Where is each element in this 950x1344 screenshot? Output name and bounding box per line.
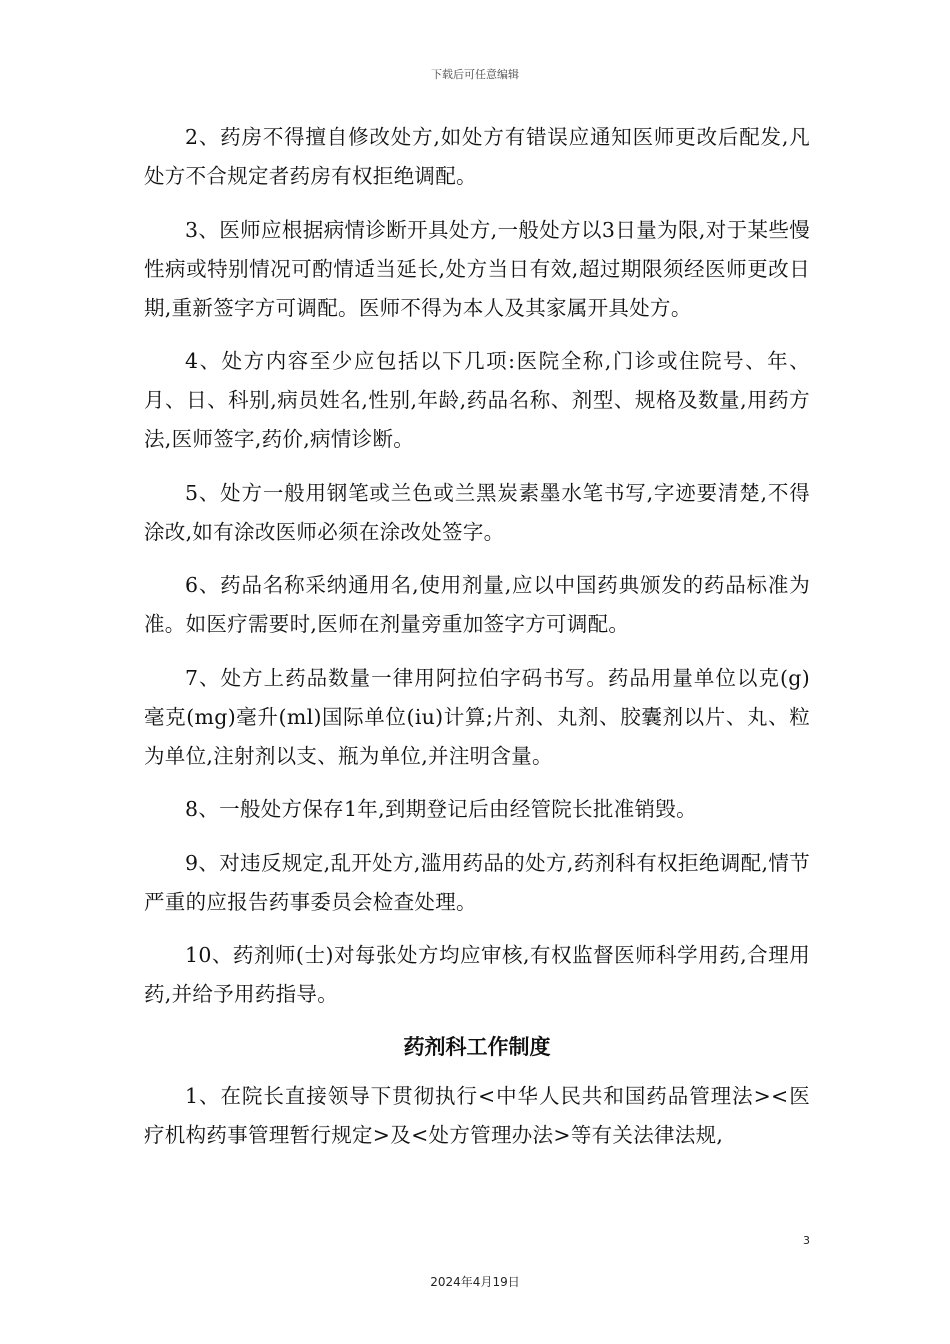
- paragraph-item-5: 5、处方一般用钢笔或兰色或兰黑炭素墨水笔书写,字迹要清楚,不得涂改,如有涂改医师必须在涂改处签字。: [144, 480, 810, 544]
- section-title: 药剂科工作制度: [403, 1034, 551, 1059]
- page-header: 下载后可任意编辑: [431, 68, 519, 81]
- paragraph-item-6: 6、药品名称采纳通用名,使用剂量,应以中国药典颁发的药品标准为准。如医疗需要时,医师在剂量旁重加签字方可调配。: [144, 573, 810, 636]
- paragraph-item-7: 7、处方上药品数量一律用阿拉伯字码书写。药品用量单位以克(g)毫克(mg)毫升(ml)国际单位(iu)计算;片剂、丸剂、胶囊剂以片、丸、粒为单位,注射剂以支、瓶为单位,并注明含量。: [144, 665, 810, 768]
- page-footer-date: 2024年4月19日: [430, 1275, 520, 1289]
- paragraph-item-8: 8、一般处方保存1年,到期登记后由经管院长批准销毁。: [185, 797, 697, 821]
- paragraph-item-9: 9、对违反规定,乱开处方,滥用药品的处方,药剂科有权拒绝调配,情节严重的应报告药事委员会检查处理。: [144, 850, 810, 914]
- document-body: [144, 118, 810, 1169]
- section-paragraph-1: 1、在院长直接领导下贯彻执行<中华人民共和国药品管理法><医疗机构药事管理暂行规定>及<处方管理办法>等有关法律法规,: [144, 1083, 810, 1147]
- page-number: 3: [803, 1234, 810, 1247]
- paragraph-item-3: 3、医师应根据病情诊断开具处方,一般处方以3日量为限,对于某些慢性病或特别情况可酌情适当延长,处方当日有效,超过期限须经医师更改日期,重新签字方可调配。医师不得为本人及其家属开具处方。: [144, 217, 810, 320]
- paragraph-item-2: 2、药房不得擅自修改处方,如处方有错误应通知医师更改后配发,凡处方不合规定者药房有权拒绝调配。: [144, 125, 810, 188]
- paragraph-item-10: 10、药剂师(士)对每张处方均应审核,有权监督医师科学用药,合理用药,并给予用药指导。: [144, 943, 810, 1006]
- paragraph-item-4: 4、处方内容至少应包括以下几项:医院全称,门诊或住院号、年、月、日、科别,病员姓名,性别,年龄,药品名称、剂型、规格及数量,用药方法,医师签字,药价,病情诊断。: [144, 349, 810, 451]
